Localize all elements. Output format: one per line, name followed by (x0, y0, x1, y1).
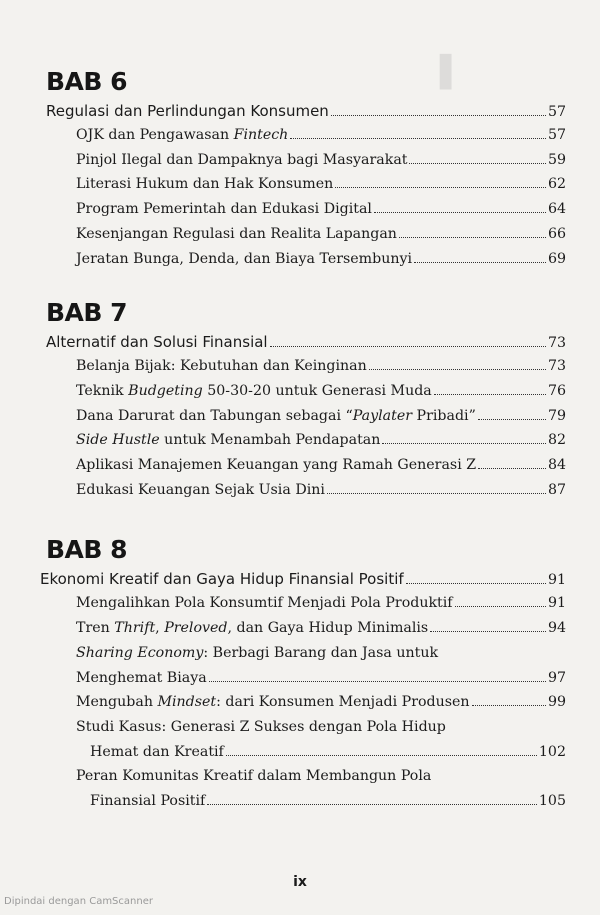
entry-title: Tren Thrift, Preloved, dan Gaya Hidup Minimalis (76, 620, 429, 637)
page-number: 99 (547, 694, 566, 711)
toc-entry-multiline[interactable] (46, 715, 566, 764)
toc-entry[interactable] (46, 591, 566, 616)
chapter-title: Regulasi dan Perlindungan Konsumen (46, 102, 329, 120)
toc-entry[interactable] (46, 172, 566, 197)
page-number: 62 (547, 176, 566, 193)
dot-leader (430, 631, 546, 632)
page-number: 84 (547, 457, 566, 474)
entry-title: Edukasi Keuangan Sejak Usia Dini (76, 481, 325, 498)
chapter-title: Ekonomi Kreatif dan Gaya Hidup Finansial Positif (40, 570, 404, 589)
scanner-watermark: Dipindai dengan CamScanner (4, 896, 153, 907)
page-number: 69 (547, 250, 566, 267)
chapter-heading: BAB 7 (46, 298, 128, 328)
chapter-heading: BAB 6 (46, 67, 128, 96)
page-number: 87 (547, 481, 566, 498)
page-number: 59 (547, 151, 566, 168)
page-number: 57 (547, 104, 566, 120)
dot-leader (327, 493, 546, 494)
dot-leader (369, 369, 546, 370)
toc-entry[interactable] (46, 428, 566, 453)
toc-entry[interactable] (46, 690, 566, 715)
entry-title: OJK dan Pengawasan Fintech (76, 127, 289, 143)
entry-title: Aplikasi Manajemen Keuangan yang Ramah Generasi Z (76, 457, 477, 474)
toc-entry[interactable] (46, 197, 566, 222)
page-number: 82 (547, 432, 566, 449)
entry-title-line1: Peran Komunitas Kreatif dalam Membangun Pola (76, 768, 432, 785)
entry-title: Program Pemerintah dan Edukasi Digital (76, 201, 372, 218)
chapter-title-row[interactable] (46, 100, 566, 123)
entry-title-line1: Sharing Economy: Berbagi Barang dan Jasa untuk (76, 644, 439, 661)
dot-leader (226, 755, 537, 756)
table-of-contents (40, 56, 566, 814)
page-number: 105 (538, 793, 566, 810)
entry-title: Literasi Hukum dan Hak Konsumen (76, 176, 334, 193)
dot-leader (434, 394, 546, 395)
toc-entry[interactable] (46, 354, 566, 379)
dot-leader (209, 681, 546, 682)
chapter-title: Alternatif dan Solusi Finansial (46, 333, 268, 352)
page-number: 94 (547, 620, 566, 637)
page-number-footer: ix (293, 874, 307, 890)
dot-leader (409, 163, 545, 164)
chapter-6 (46, 66, 566, 271)
entry-title-line2: Hemat dan Kreatif (90, 743, 224, 760)
entry-title-line2: Finansial Positif (90, 793, 206, 810)
chapter-heading: BAB 8 (46, 535, 128, 565)
entry-title: Mengalihkan Pola Konsumtif Menjadi Pola Produktif (76, 595, 453, 612)
page-number: 97 (547, 669, 566, 686)
toc-entry[interactable] (46, 478, 566, 503)
toc-entry-multiline[interactable] (46, 641, 566, 690)
toc-entry[interactable] (46, 148, 566, 173)
toc-entry-multiline[interactable] (46, 764, 566, 813)
dot-leader (478, 468, 546, 469)
entry-title: Dana Darurat dan Tabungan sebagai “Paylater Pribadi” (76, 407, 476, 424)
dot-leader (472, 705, 546, 706)
dot-leader (414, 262, 546, 263)
dot-leader (406, 583, 546, 584)
page-number: 102 (538, 743, 566, 760)
entry-title: Belanja Bijak: Kebutuhan dan Keinginan (76, 358, 367, 375)
toc-entry[interactable] (46, 379, 566, 404)
toc-entry[interactable] (46, 123, 566, 148)
entry-title: Kesenjangan Regulasi dan Realita Lapangan (76, 225, 397, 242)
page-number: 91 (547, 572, 566, 589)
entry-title-line2: Menghemat Biaya (76, 669, 207, 686)
dot-leader (335, 187, 546, 188)
toc-entry[interactable] (46, 616, 566, 641)
dot-leader (478, 419, 546, 420)
page-number: 57 (547, 127, 566, 143)
page-number: 91 (547, 595, 566, 612)
dot-leader (455, 606, 546, 607)
toc-entry[interactable] (46, 247, 566, 272)
chapter-title-row[interactable] (40, 568, 566, 591)
dot-leader (331, 115, 546, 116)
page-number: 66 (547, 225, 566, 242)
chapter-title-row[interactable] (46, 331, 566, 354)
page-number: 64 (547, 201, 566, 218)
entry-title: Jeratan Bunga, Denda, dan Biaya Tersembunyi (76, 250, 413, 267)
entry-title: Pinjol Ilegal dan Dampaknya bagi Masyarakat (76, 151, 408, 168)
dot-leader (270, 346, 546, 347)
dot-leader (399, 237, 546, 238)
dot-leader (290, 138, 546, 139)
page-number: 73 (547, 335, 566, 352)
toc-entry[interactable] (46, 453, 566, 478)
dot-leader (382, 443, 546, 444)
page-number: 79 (547, 407, 566, 424)
entry-title: Teknik Budgeting 50-30-20 untuk Generasi Muda (76, 382, 432, 399)
toc-entry[interactable] (46, 404, 566, 429)
dot-leader (374, 212, 546, 213)
page-number: 73 (547, 358, 566, 375)
chapter-8 (40, 534, 566, 813)
bleed-through-text: ▌ (440, 55, 464, 90)
chapter-7 (46, 297, 566, 502)
dot-leader (207, 804, 537, 805)
page-number: 76 (547, 382, 566, 399)
toc-entry[interactable] (46, 222, 566, 247)
entry-title: Side Hustle untuk Menambah Pendapatan (76, 432, 381, 449)
entry-title: Mengubah Mindset: dari Konsumen Menjadi Produsen (76, 694, 470, 711)
entry-title-line1: Studi Kasus: Generasi Z Sukses dengan Pola Hidup (76, 718, 446, 735)
